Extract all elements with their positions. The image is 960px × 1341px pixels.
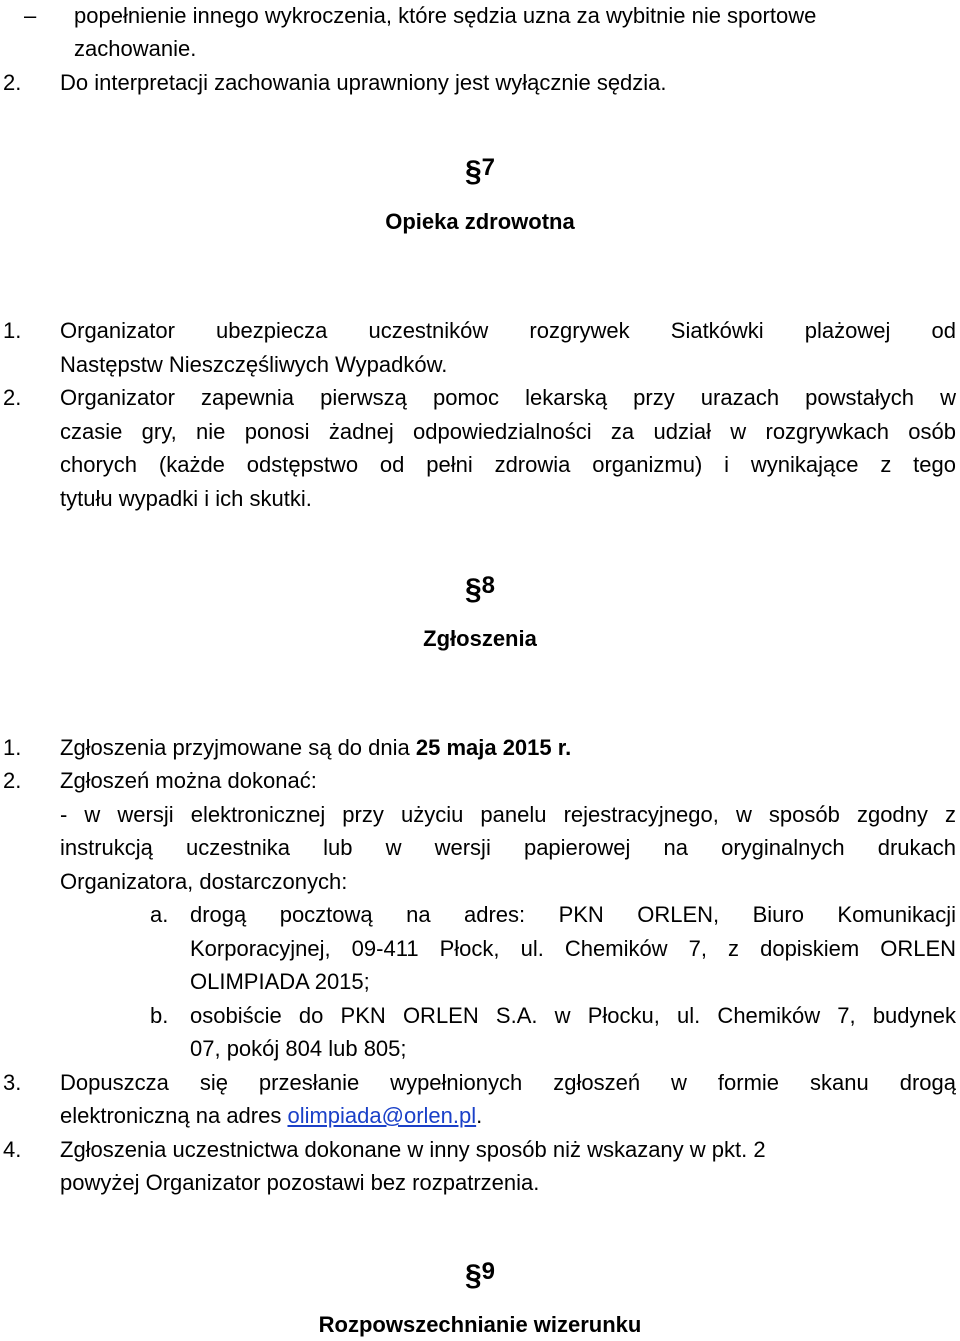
paragraph-line: Organizator ubezpiecza uczestników rozgrywek Siatkówki plażowej od xyxy=(60,318,956,343)
paragraph-line: zachowanie. xyxy=(74,36,197,61)
sub-item-letter: b. xyxy=(150,1003,169,1028)
item-text: . xyxy=(476,1103,483,1128)
item-text: elektroniczną na adres xyxy=(60,1103,288,1128)
paragraph-line: Organizator zapewnia pierwszą pomoc lekarską przy urazach powstałych w xyxy=(60,385,956,410)
section-heading-number xyxy=(0,1257,960,1293)
section-sign: § xyxy=(464,573,482,606)
item-number: 1. xyxy=(3,735,22,760)
paragraph-line: popełnienie innego wykroczenia, które sędzia uzna za wybitnie nie sportowe xyxy=(74,3,817,28)
paragraph-line: drogą pocztową na adres: PKN ORLEN, Biuro Komunikacji xyxy=(190,902,956,927)
paragraph-line: powyżej Organizator pozostawi bez rozpatrzenia. xyxy=(60,1170,540,1195)
section-number: 8 xyxy=(481,572,496,599)
paragraph-line: OLIMPIADA 2015; xyxy=(190,969,370,994)
email-link[interactable]: olimpiada@orlen.pl xyxy=(287,1103,477,1128)
section-sign: § xyxy=(464,155,482,188)
item-number: 1. xyxy=(3,318,22,343)
section-number: 9 xyxy=(481,1258,496,1285)
paragraph-line: Korporacyjnej, 09-411 Płock, ul. Chemików 7, z dopiskiem ORLEN xyxy=(190,936,956,961)
paragraph-line: Zgłoszeń można dokonać: xyxy=(60,768,317,793)
section-title: Rozpowszechnianie wizerunku xyxy=(318,1312,642,1337)
paragraph-line: Następstw Nieszczęśliwych Wypadków. xyxy=(60,352,448,377)
paragraph-line: Dopuszcza się przesłanie wypełnionych zgłoszeń w formie skanu drogą xyxy=(60,1070,956,1095)
paragraph-line: chorych (każde odstępstwo od pełni zdrowia organizmu) i wynikające z tego xyxy=(60,452,956,477)
paragraph-line: 07, pokój 804 lub 805; xyxy=(190,1036,407,1061)
section-title: Zgłoszenia xyxy=(423,626,537,651)
paragraph-line: osobiście do PKN ORLEN S.A. w Płocku, ul. Chemików 7, budynek xyxy=(190,1003,956,1028)
list-dash: – xyxy=(24,3,37,28)
section-sign: § xyxy=(464,1259,482,1292)
item-number: 2. xyxy=(3,385,22,410)
paragraph-line xyxy=(60,1103,482,1129)
item-text: Zgłoszenia przyjmowane są do dnia xyxy=(60,735,416,760)
paragraph-line: Do interpretacji zachowania uprawniony jest wyłącznie sędzia. xyxy=(60,70,667,95)
section-title: Opieka zdrowotna xyxy=(385,209,575,234)
paragraph-line: Zgłoszenia uczestnictwa dokonane w inny sposób niż wskazany w pkt. 2 xyxy=(60,1137,766,1162)
deadline-date: 25 maja 2015 r. xyxy=(415,735,572,760)
paragraph-line: tytułu wypadki i ich skutki. xyxy=(60,486,312,511)
paragraph-line: czasie gry, nie ponosi żadnej odpowiedzialności za udział w rozgrywkach osób xyxy=(60,419,956,444)
item-number: 3. xyxy=(3,1070,22,1095)
paragraph-line: instrukcją uczestnika lub w wersji papierowej na oryginalnych drukach xyxy=(60,835,956,860)
paragraph-line: - w wersji elektronicznej przy użyciu panelu rejestracyjnego, w sposób zgodny z xyxy=(60,802,956,827)
section-number: 7 xyxy=(481,154,496,181)
section-heading-number xyxy=(0,571,960,607)
item-number: 4. xyxy=(3,1137,22,1162)
item-number: 2. xyxy=(3,768,22,793)
sub-item-letter: a. xyxy=(150,902,169,927)
section-heading-number xyxy=(0,153,960,189)
paragraph-line: Organizatora, dostarczonych: xyxy=(60,869,348,894)
item-number: 2. xyxy=(3,70,22,95)
paragraph-line xyxy=(60,735,571,761)
